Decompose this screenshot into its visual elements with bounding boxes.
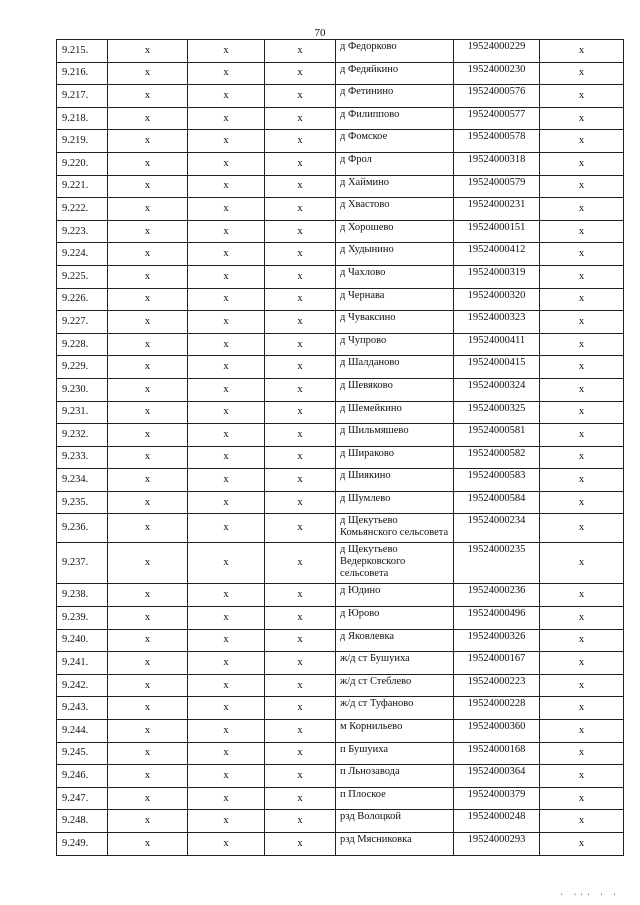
cell-mark: x	[540, 543, 624, 584]
oktmo-code: 19524000236	[454, 584, 540, 607]
cell-mark: x	[188, 514, 265, 543]
table-row	[57, 514, 624, 543]
cell-mark: x	[188, 765, 265, 788]
cell-mark: x	[108, 697, 188, 720]
row-number: 9.243.	[57, 697, 108, 720]
cell-mark: x	[108, 198, 188, 221]
cell-mark: x	[540, 401, 624, 424]
cell-mark: x	[108, 469, 188, 492]
cell-mark: x	[540, 175, 624, 198]
oktmo-code: 19524000583	[454, 469, 540, 492]
cell-mark: x	[265, 356, 336, 379]
settlement-name: ж/д ст Туфаново	[336, 697, 454, 720]
table-row	[57, 697, 624, 720]
cell-mark: x	[188, 220, 265, 243]
cell-mark: x	[540, 198, 624, 221]
cell-mark: x	[540, 265, 624, 288]
cell-mark: x	[540, 446, 624, 469]
oktmo-code: 19524000325	[454, 401, 540, 424]
cell-mark: x	[108, 243, 188, 266]
cell-mark: x	[265, 697, 336, 720]
cell-mark: x	[265, 584, 336, 607]
cell-mark: x	[188, 833, 265, 856]
cell-mark: x	[540, 629, 624, 652]
table-row	[57, 607, 624, 630]
row-number: 9.228.	[57, 333, 108, 356]
cell-mark: x	[188, 491, 265, 514]
cell-mark: x	[108, 833, 188, 856]
table-row	[57, 491, 624, 514]
cell-mark: x	[265, 62, 336, 85]
cell-mark: x	[188, 446, 265, 469]
oktmo-code: 19524000229	[454, 40, 540, 63]
oktmo-code: 19524000415	[454, 356, 540, 379]
cell-mark: x	[108, 652, 188, 675]
settlement-name: п Бушуиха	[336, 742, 454, 765]
settlement-name: д Яковлевка	[336, 629, 454, 652]
row-number: 9.222.	[57, 198, 108, 221]
cell-mark: x	[265, 243, 336, 266]
cell-mark: x	[265, 333, 336, 356]
row-number: 9.227.	[57, 311, 108, 334]
cell-mark: x	[108, 40, 188, 63]
oktmo-code: 19524000234	[454, 514, 540, 543]
settlement-name: д Чуваксино	[336, 311, 454, 334]
table-row	[57, 288, 624, 311]
oktmo-code: 19524000231	[454, 198, 540, 221]
cell-mark: x	[188, 607, 265, 630]
cell-mark: x	[108, 401, 188, 424]
cell-mark: x	[265, 720, 336, 743]
table-row	[57, 787, 624, 810]
row-number: 9.220.	[57, 152, 108, 175]
oktmo-code: 19524000320	[454, 288, 540, 311]
cell-mark: x	[108, 742, 188, 765]
table-row	[57, 107, 624, 130]
cell-mark: x	[540, 787, 624, 810]
cell-mark: x	[188, 265, 265, 288]
cell-mark: x	[108, 311, 188, 334]
cell-mark: x	[188, 175, 265, 198]
table-row	[57, 424, 624, 447]
cell-mark: x	[188, 198, 265, 221]
settlement-name: д Хаймино	[336, 175, 454, 198]
cell-mark: x	[188, 787, 265, 810]
cell-mark: x	[265, 491, 336, 514]
row-number: 9.244.	[57, 720, 108, 743]
table-row	[57, 720, 624, 743]
cell-mark: x	[188, 584, 265, 607]
cell-mark: x	[265, 787, 336, 810]
row-number: 9.215.	[57, 40, 108, 63]
oktmo-code: 19524000248	[454, 810, 540, 833]
row-number: 9.221.	[57, 175, 108, 198]
settlement-name: д Юдино	[336, 584, 454, 607]
cell-mark: x	[265, 742, 336, 765]
cell-mark: x	[540, 514, 624, 543]
table-row	[57, 652, 624, 675]
oktmo-code: 19524000326	[454, 629, 540, 652]
cell-mark: x	[265, 652, 336, 675]
row-number: 9.233.	[57, 446, 108, 469]
cell-mark: x	[540, 674, 624, 697]
oktmo-code: 19524000293	[454, 833, 540, 856]
settlement-name: п Плоское	[336, 787, 454, 810]
cell-mark: x	[188, 130, 265, 153]
row-number: 9.235.	[57, 491, 108, 514]
cell-mark: x	[108, 107, 188, 130]
cell-mark: x	[540, 356, 624, 379]
row-number: 9.237.	[57, 543, 108, 584]
cell-mark: x	[540, 720, 624, 743]
oktmo-code: 19524000235	[454, 543, 540, 584]
cell-mark: x	[108, 674, 188, 697]
cell-mark: x	[188, 333, 265, 356]
cell-mark: x	[188, 543, 265, 584]
cell-mark: x	[540, 333, 624, 356]
cell-mark: x	[540, 424, 624, 447]
row-number: 9.236.	[57, 514, 108, 543]
cell-mark: x	[265, 424, 336, 447]
cell-mark: x	[540, 765, 624, 788]
cell-mark: x	[265, 40, 336, 63]
settlement-name: д Фетинино	[336, 85, 454, 108]
row-number: 9.241.	[57, 652, 108, 675]
cell-mark: x	[108, 130, 188, 153]
cell-mark: x	[188, 720, 265, 743]
cell-mark: x	[108, 288, 188, 311]
cell-mark: x	[265, 607, 336, 630]
cell-mark: x	[265, 543, 336, 584]
settlement-name: д Шалданово	[336, 356, 454, 379]
oktmo-code: 19524000584	[454, 491, 540, 514]
cell-mark: x	[540, 652, 624, 675]
cell-mark: x	[108, 787, 188, 810]
scan-marks: ' ''' ' '	[560, 893, 620, 900]
cell-mark: x	[108, 765, 188, 788]
settlement-name: д Шемейкино	[336, 401, 454, 424]
cell-mark: x	[540, 584, 624, 607]
table-row	[57, 85, 624, 108]
cell-mark: x	[188, 652, 265, 675]
table-row	[57, 40, 624, 63]
cell-mark: x	[540, 152, 624, 175]
table-row	[57, 356, 624, 379]
cell-mark: x	[108, 85, 188, 108]
row-number: 9.238.	[57, 584, 108, 607]
settlement-name: ж/д ст Бушуиха	[336, 652, 454, 675]
oktmo-code: 19524000151	[454, 220, 540, 243]
cell-mark: x	[265, 175, 336, 198]
settlement-name: д Шильмяшево	[336, 424, 454, 447]
settlement-name: д Щекутьево Ведерковского сельсовета	[336, 543, 454, 584]
cell-mark: x	[188, 107, 265, 130]
cell-mark: x	[108, 446, 188, 469]
row-number: 9.223.	[57, 220, 108, 243]
cell-mark: x	[540, 62, 624, 85]
oktmo-code: 19524000364	[454, 765, 540, 788]
table-row	[57, 810, 624, 833]
row-number: 9.234.	[57, 469, 108, 492]
row-number: 9.218.	[57, 107, 108, 130]
cell-mark: x	[108, 333, 188, 356]
settlement-name: д Чупрово	[336, 333, 454, 356]
cell-mark: x	[540, 742, 624, 765]
settlement-name: д Чернава	[336, 288, 454, 311]
table-row	[57, 584, 624, 607]
settlement-name: п Льнозавода	[336, 765, 454, 788]
cell-mark: x	[265, 446, 336, 469]
cell-mark: x	[265, 629, 336, 652]
settlement-name: д Худынино	[336, 243, 454, 266]
table-row	[57, 333, 624, 356]
oktmo-code: 19524000230	[454, 62, 540, 85]
settlement-name: ж/д ст Стеблево	[336, 674, 454, 697]
cell-mark: x	[188, 697, 265, 720]
cell-mark: x	[540, 243, 624, 266]
table-row	[57, 311, 624, 334]
settlement-name: рзд Волоцкой	[336, 810, 454, 833]
table-row	[57, 742, 624, 765]
oktmo-code: 19524000324	[454, 378, 540, 401]
cell-mark: x	[265, 220, 336, 243]
cell-mark: x	[265, 85, 336, 108]
cell-mark: x	[108, 175, 188, 198]
cell-mark: x	[265, 401, 336, 424]
table-row	[57, 243, 624, 266]
row-number: 9.226.	[57, 288, 108, 311]
row-number: 9.245.	[57, 742, 108, 765]
cell-mark: x	[188, 469, 265, 492]
cell-mark: x	[108, 543, 188, 584]
oktmo-code: 19524000581	[454, 424, 540, 447]
table-row	[57, 175, 624, 198]
cell-mark: x	[265, 130, 336, 153]
cell-mark: x	[540, 288, 624, 311]
cell-mark: x	[540, 607, 624, 630]
cell-mark: x	[540, 85, 624, 108]
row-number: 9.232.	[57, 424, 108, 447]
oktmo-code: 19524000582	[454, 446, 540, 469]
cell-mark: x	[265, 378, 336, 401]
settlement-name: д Чахлово	[336, 265, 454, 288]
cell-mark: x	[108, 62, 188, 85]
row-number: 9.248.	[57, 810, 108, 833]
row-number: 9.247.	[57, 787, 108, 810]
cell-mark: x	[265, 198, 336, 221]
settlements-table	[56, 39, 624, 856]
table-row	[57, 62, 624, 85]
settlement-name: д Шиякино	[336, 469, 454, 492]
settlement-name: д Хорошево	[336, 220, 454, 243]
table-row	[57, 446, 624, 469]
oktmo-code: 19524000228	[454, 697, 540, 720]
cell-mark: x	[108, 265, 188, 288]
cell-mark: x	[108, 810, 188, 833]
cell-mark: x	[540, 378, 624, 401]
cell-mark: x	[108, 491, 188, 514]
table-row	[57, 378, 624, 401]
oktmo-code: 19524000579	[454, 175, 540, 198]
table-row	[57, 198, 624, 221]
table-row	[57, 674, 624, 697]
row-number: 9.242.	[57, 674, 108, 697]
row-number: 9.219.	[57, 130, 108, 153]
cell-mark: x	[540, 833, 624, 856]
row-number: 9.225.	[57, 265, 108, 288]
table-row	[57, 152, 624, 175]
cell-mark: x	[188, 62, 265, 85]
table-row	[57, 265, 624, 288]
page-number: 70	[314, 27, 326, 39]
cell-mark: x	[540, 220, 624, 243]
table-row	[57, 220, 624, 243]
settlement-name: д Юрово	[336, 607, 454, 630]
cell-mark: x	[265, 833, 336, 856]
oktmo-code: 19524000319	[454, 265, 540, 288]
settlement-name: д Шумлево	[336, 491, 454, 514]
cell-mark: x	[108, 424, 188, 447]
row-number: 9.224.	[57, 243, 108, 266]
cell-mark: x	[265, 288, 336, 311]
cell-mark: x	[108, 584, 188, 607]
cell-mark: x	[108, 514, 188, 543]
cell-mark: x	[540, 107, 624, 130]
oktmo-code: 19524000412	[454, 243, 540, 266]
cell-mark: x	[265, 674, 336, 697]
oktmo-code: 19524000411	[454, 333, 540, 356]
cell-mark: x	[265, 765, 336, 788]
cell-mark: x	[108, 629, 188, 652]
cell-mark: x	[108, 152, 188, 175]
cell-mark: x	[188, 742, 265, 765]
cell-mark: x	[265, 810, 336, 833]
cell-mark: x	[540, 810, 624, 833]
settlement-name: д Шираково	[336, 446, 454, 469]
settlement-name: д Шевяково	[336, 378, 454, 401]
cell-mark: x	[540, 311, 624, 334]
cell-mark: x	[188, 810, 265, 833]
cell-mark: x	[540, 469, 624, 492]
cell-mark: x	[188, 674, 265, 697]
oktmo-code: 19524000167	[454, 652, 540, 675]
oktmo-code: 19524000323	[454, 311, 540, 334]
settlement-name: д Щекутьево Комьянского сельсовета	[336, 514, 454, 543]
row-number: 9.239.	[57, 607, 108, 630]
row-number: 9.246.	[57, 765, 108, 788]
settlement-name: д Филиппово	[336, 107, 454, 130]
cell-mark: x	[188, 311, 265, 334]
oktmo-code: 19524000578	[454, 130, 540, 153]
table-row	[57, 401, 624, 424]
cell-mark: x	[188, 152, 265, 175]
settlement-name: д Фомское	[336, 130, 454, 153]
cell-mark: x	[188, 243, 265, 266]
oktmo-code: 19524000577	[454, 107, 540, 130]
table-row	[57, 543, 624, 584]
cell-mark: x	[540, 491, 624, 514]
cell-mark: x	[540, 130, 624, 153]
table-row	[57, 765, 624, 788]
row-number: 9.231.	[57, 401, 108, 424]
row-number: 9.216.	[57, 62, 108, 85]
cell-mark: x	[188, 85, 265, 108]
settlement-name: д Хвастово	[336, 198, 454, 221]
cell-mark: x	[188, 378, 265, 401]
oktmo-code: 19524000379	[454, 787, 540, 810]
row-number: 9.217.	[57, 85, 108, 108]
cell-mark: x	[188, 40, 265, 63]
cell-mark: x	[265, 265, 336, 288]
table-row	[57, 130, 624, 153]
oktmo-code: 19524000318	[454, 152, 540, 175]
cell-mark: x	[188, 629, 265, 652]
cell-mark: x	[108, 356, 188, 379]
row-number: 9.249.	[57, 833, 108, 856]
table-body	[57, 40, 624, 856]
oktmo-code: 19524000576	[454, 85, 540, 108]
oktmo-code: 19524000223	[454, 674, 540, 697]
row-number: 9.240.	[57, 629, 108, 652]
settlement-name: д Федяйкино	[336, 62, 454, 85]
cell-mark: x	[265, 107, 336, 130]
cell-mark: x	[540, 697, 624, 720]
oktmo-code: 19524000168	[454, 742, 540, 765]
cell-mark: x	[265, 311, 336, 334]
table-row	[57, 629, 624, 652]
settlement-name: рзд Мясниковка	[336, 833, 454, 856]
cell-mark: x	[188, 424, 265, 447]
oktmo-code: 19524000360	[454, 720, 540, 743]
cell-mark: x	[188, 356, 265, 379]
row-number: 9.229.	[57, 356, 108, 379]
settlement-name: м Корнильево	[336, 720, 454, 743]
cell-mark: x	[540, 40, 624, 63]
cell-mark: x	[108, 607, 188, 630]
cell-mark: x	[265, 152, 336, 175]
table-row	[57, 469, 624, 492]
cell-mark: x	[108, 720, 188, 743]
settlement-name: д Фрол	[336, 152, 454, 175]
cell-mark: x	[108, 378, 188, 401]
table-row	[57, 833, 624, 856]
cell-mark: x	[265, 469, 336, 492]
row-number: 9.230.	[57, 378, 108, 401]
cell-mark: x	[188, 288, 265, 311]
cell-mark: x	[108, 220, 188, 243]
settlement-name: д Федорково	[336, 40, 454, 63]
oktmo-code: 19524000496	[454, 607, 540, 630]
cell-mark: x	[265, 514, 336, 543]
cell-mark: x	[188, 401, 265, 424]
